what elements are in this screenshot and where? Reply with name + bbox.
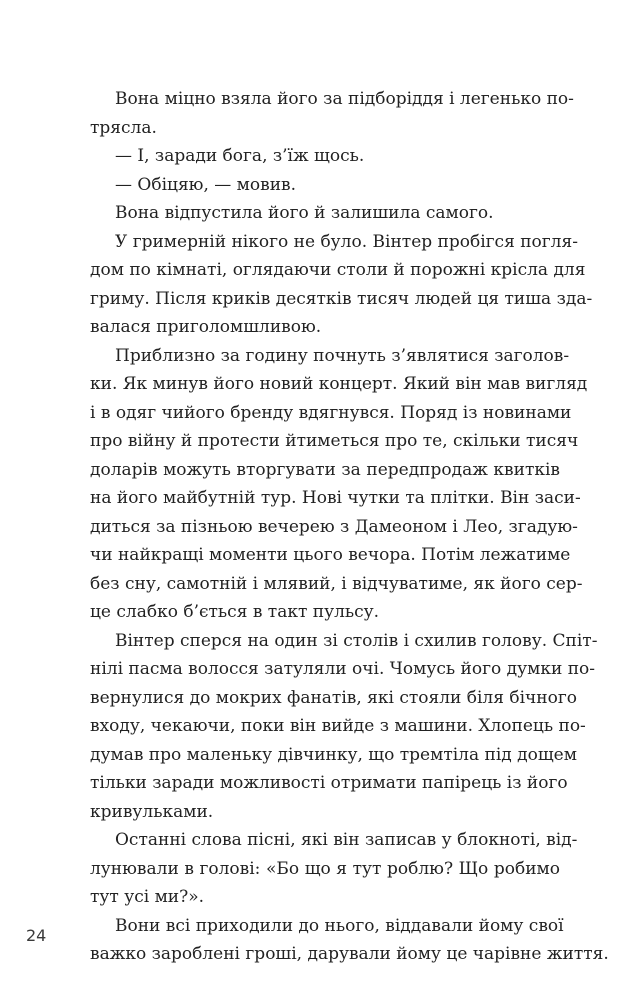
text-line: Приблизно за годину почнуть з’являтися заголов- [115,345,570,366]
text-line: це слабко б’ється в такт пульсу. [90,602,380,622]
text-line: валася приголомшливою. [90,317,322,337]
text-line: думав про маленьку дівчинку, що тремтіла під дощем [90,744,577,765]
text-line: гриму. Після криків десятків тисяч людей ця тиша зда- [90,288,593,309]
text-line: кривульками. [90,801,214,822]
text-line: доларів можуть вторгувати за передпродаж квитків [90,459,560,480]
text-line: — Обіцяю, — мовив. [115,174,297,195]
text-line: — І, заради бога, з’їж щось. [115,146,365,166]
text-line: чи найкращі моменти цього вечора. Потім лежатиме [90,545,571,565]
text-line: входу, чекаючи, поки він вийде з машини. Хлопець по- [90,716,586,736]
text-line: тут усі ми?». [90,887,205,907]
page-number: 24 [26,926,47,945]
text-line: вернулися до мокрих фанатів, які стояли біля бічного [90,687,577,708]
text-line: Вона міцно взяла його за підборіддя і легенько по- [115,89,574,109]
text-line: дом по кімнаті, оглядаючи столи й порожні крісла для [90,260,586,280]
text-line: без сну, самотній і млявий, і відчуватиме, як його сер- [90,573,583,594]
text-line: диться за пізньою вечерею з Дамеоном і Лео, згадую- [90,516,578,537]
text-line: нілі пасма волосся затуляли очі. Чомусь його думки по- [90,659,596,679]
text-line: і в одяг чийого бренду вдягнувся. Поряд із новинами [90,402,572,423]
text-line: Вони всі приходили до нього, віддавали йому свої [115,915,564,936]
text-line: У гримерній нікого не було. Вінтер пробігся погля- [115,231,578,252]
text-line: Вона відпустила його й залишила самого. [115,203,494,223]
text-line: лунювали в голові: «Бо що я тут роблю? Що робимо [90,858,560,879]
text-line: про війну й протести йтиметься про те, скільки тисяч [90,431,579,451]
text-line: Останні слова пісні, які він записав у блокноті, від- [115,830,578,850]
text-line: трясла. [90,117,157,138]
text-line: Вінтер сперся на один зі столів і схилив голову. Спіт- [115,630,598,651]
text-line: тільки заради можливості отримати папірець із його [90,773,568,793]
text-line: важко зароблені гроші, дарували йому це чарівне життя. [90,944,609,964]
text-line: на його майбутній тур. Нові чутки та плітки. Він заси- [90,488,581,508]
text-line: ки. Як минув його новий концерт. Який він мав вигляд [90,374,588,394]
body-text [90,85,609,969]
